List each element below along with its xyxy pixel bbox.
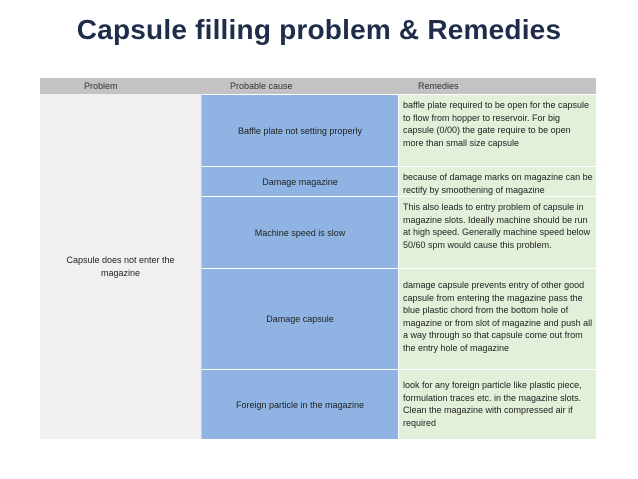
- remedy-cell-machine-speed: This also leads to entry problem of capsule in magazine slots. Ideally machine should be run at high speed. Generally machine speed below 50/60 spm would cause this problem.: [398, 196, 596, 268]
- remedy-cell-foreign-particle: look for any foreign particle like plastic piece, formulation traces etc. in the magazine slots. Clean the magazine with compressed air if required: [398, 369, 596, 439]
- problem-cell: Capsule does not enter the magazine: [40, 94, 202, 439]
- header-problem: Problem: [40, 78, 202, 94]
- remedy-cell-damage-capsule: damage capsule prevents entry of other good capsule from entering the magazine pass the blue plastic chord from the bottom hole of magazine or from slot of magazine and push all a way through so that capsule come out from the entry hole of magazine: [398, 268, 596, 369]
- cause-cell-foreign-particle: Foreign particle in the magazine: [202, 369, 398, 439]
- cause-cell-machine-speed: Machine speed is slow: [202, 196, 398, 268]
- page-title: Capsule filling problem & Remedies: [76, 14, 562, 45]
- header-remedies: Remedies: [398, 78, 596, 94]
- header-probable-cause: Probable cause: [202, 78, 398, 94]
- cause-cell-damage-magazine: Damage magazine: [202, 166, 398, 196]
- cause-cell-damage-capsule: Damage capsule: [202, 268, 398, 369]
- remedy-cell-baffle-plate: baffle plate required to be open for the capsule to flow from hopper to reservoir. For big capsule (0/00) the gate require to be open more than small size capsule: [398, 94, 596, 166]
- cause-cell-baffle-plate: Baffle plate not setting properly: [202, 94, 398, 166]
- problem-remedy-table: [40, 78, 596, 439]
- remedy-cell-damage-magazine: because of damage marks on magazine can be rectify by smoothening of magazine: [398, 166, 596, 196]
